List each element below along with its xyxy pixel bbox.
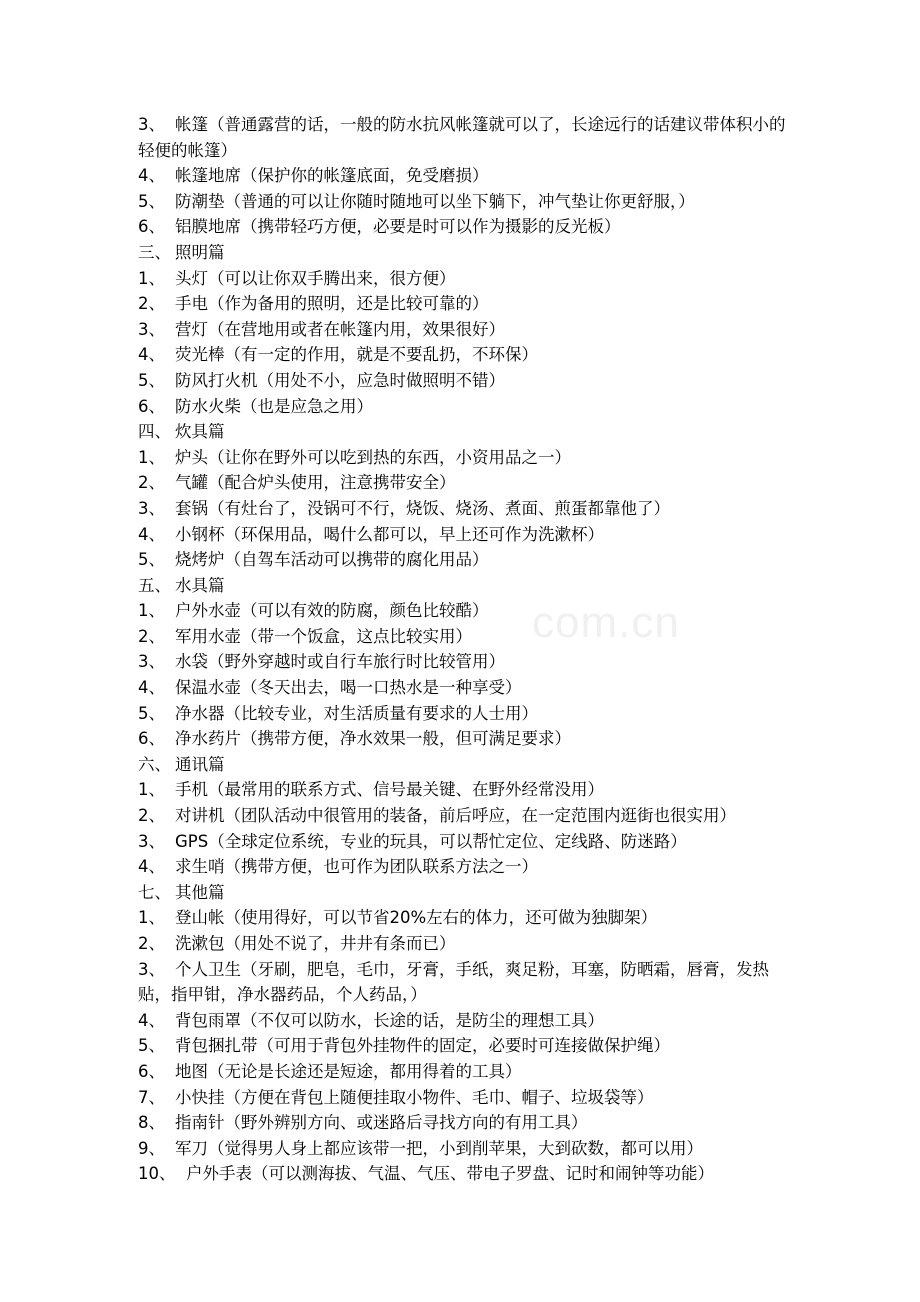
list-item <box>138 905 798 931</box>
list-item <box>138 777 798 803</box>
item-number: 6、 <box>138 396 165 416</box>
item-number: 7、 <box>138 1087 165 1107</box>
section-title: 通讯篇 <box>175 754 225 774</box>
item-number: 1、 <box>138 908 165 928</box>
item-text: 户外手表（可以测海拔、气温、气压、带电子罗盘、记时和闹钟等功能） <box>186 1164 714 1184</box>
item-number: 3、 <box>138 498 165 518</box>
item-number: 5、 <box>138 191 165 211</box>
list-item <box>138 1059 798 1085</box>
list-item <box>138 163 798 189</box>
item-text: 帐篷（普通露营的话，一般的防水抗风帐篷就可以了，长途远行的话建议带体积小的轻便的帐篷） <box>138 115 786 160</box>
item-text: 净水器（比较专业，对生活质量有要求的人士用） <box>175 703 538 723</box>
item-number: 5、 <box>138 370 165 390</box>
list-item <box>138 496 798 522</box>
list-item <box>138 701 798 727</box>
item-text: 小快挂（方便在背包上随便挂取小物件、毛巾、帽子、垃圾袋等） <box>175 1087 654 1107</box>
list-item <box>138 317 798 343</box>
item-number: 6、 <box>138 1061 165 1081</box>
item-number: 2、 <box>138 473 165 493</box>
item-text: 净水药片（携带方便，净水效果一般，但可满足要求） <box>175 729 571 749</box>
item-text: 防水火柴（也是应急之用） <box>175 396 373 416</box>
list-item <box>138 1161 798 1187</box>
list-item <box>138 598 798 624</box>
item-text: 烧烤炉（自驾车活动可以携带的腐化用品） <box>175 550 489 570</box>
item-number: 2、 <box>138 294 165 314</box>
item-text: 套锅（有灶台了，没锅可不行，烧饭、烧汤、煮面、煎蛋都靠他了） <box>175 498 670 518</box>
item-text: 小钢杯（环保用品，喝什么都可以，早上还可作为洗漱杯） <box>175 524 604 544</box>
item-number: 6、 <box>138 217 165 237</box>
item-text: GPS（全球定位系统，专业的玩具，可以帮忙定位、定线路、防迷路） <box>175 831 687 851</box>
item-text: 户外水壶（可以有效的防腐，颜色比较酷） <box>175 601 489 621</box>
list-item <box>138 522 798 548</box>
section-heading <box>138 752 798 778</box>
section-number: 六、 <box>138 754 171 774</box>
item-text: 背包捆扎带（可用于背包外挂物件的固定，必要时可连接做保护绳） <box>175 1036 670 1056</box>
section-number: 四、 <box>138 422 171 442</box>
item-number: 2、 <box>138 934 165 953</box>
item-text: 营灯（在营地用或者在帐篷内用，效果很好） <box>175 319 505 339</box>
item-number: 3、 <box>138 115 165 134</box>
item-number: 10、 <box>138 1164 176 1184</box>
list-item <box>138 1110 798 1136</box>
item-text: 帐篷地席（保护你的帐篷底面，免受磨损） <box>175 166 489 186</box>
item-text: 防风打火机（用处不小，应急时做照明不错） <box>175 370 505 390</box>
section-number: 五、 <box>138 575 171 595</box>
list-item <box>138 957 798 1008</box>
list-item <box>138 291 798 317</box>
item-text: 地图（无论是长途还是短途，都用得着的工具） <box>175 1061 522 1081</box>
list-item <box>138 1136 798 1162</box>
item-number: 5、 <box>138 703 165 723</box>
list-item <box>138 547 798 573</box>
item-number: 2、 <box>138 626 165 646</box>
list-item <box>138 803 798 829</box>
item-text: 洗漱包（用处不说了，井井有条而已） <box>175 934 456 953</box>
item-text: 防潮垫（普通的可以让你随时随地可以坐下躺下，冲气垫让你更舒服，） <box>175 191 695 211</box>
list-item <box>138 931 798 957</box>
item-number: 4、 <box>138 857 165 877</box>
list-item <box>138 266 798 292</box>
item-text: 对讲机（团队活动中很管用的装备，前后呼应，在一定范围内逛街也很实用） <box>175 806 736 826</box>
item-text: 铝膜地席（携带轻巧方便，必要是时可以作为摄影的反光板） <box>175 217 621 237</box>
item-text: 手机（最常用的联系方式、信号最关键、在野外经常没用） <box>175 780 604 800</box>
list-item <box>138 624 798 650</box>
section-title: 水具篇 <box>175 575 225 595</box>
section-title: 照明篇 <box>175 242 225 262</box>
item-text: 求生哨（携带方便，也可作为团队联系方法之一） <box>175 857 538 877</box>
item-number: 4、 <box>138 524 165 544</box>
item-text: 背包雨罩（不仅可以防水，长途的话，是防尘的理想工具） <box>175 1010 604 1030</box>
section-title: 其他篇 <box>175 882 225 902</box>
list-item <box>138 675 798 701</box>
list-item <box>138 394 798 420</box>
item-text: 指南针（野外辨别方向、或迷路后寻找方向的有用工具） <box>175 1113 588 1133</box>
watermark: com.cn <box>532 598 680 647</box>
item-number: 1、 <box>138 447 165 467</box>
item-number: 4、 <box>138 1010 165 1030</box>
item-number: 6、 <box>138 729 165 749</box>
item-number: 4、 <box>138 166 165 186</box>
item-text: 保温水壶（冬天出去，喝一口热水是一种享受） <box>175 678 522 698</box>
item-text: 炉头（让你在野外可以吃到热的东西，小资用品之一） <box>175 447 571 467</box>
item-number: 9、 <box>138 1138 165 1158</box>
item-number: 3、 <box>138 959 165 979</box>
item-text: 军刀（觉得男人身上都应该带一把，小到削苹果，大到砍数，都可以用） <box>175 1138 703 1158</box>
list-item <box>138 189 798 215</box>
item-number: 3、 <box>138 319 165 339</box>
item-number: 8、 <box>138 1113 165 1133</box>
section-number: 三、 <box>138 242 171 262</box>
item-text: 登山帐（使用得好，可以节省20%左右的体力，还可做为独脚架） <box>175 908 658 928</box>
item-number: 4、 <box>138 678 165 698</box>
list-item <box>138 1085 798 1111</box>
item-number: 5、 <box>138 550 165 570</box>
item-number: 3、 <box>138 831 165 851</box>
item-text: 军用水壶（带一个饭盒，这点比较实用） <box>175 626 472 646</box>
item-number: 2、 <box>138 806 165 826</box>
item-text: 水袋（野外穿越时或自行车旅行时比较管用） <box>175 652 505 672</box>
item-text: 个人卫生（牙刷，肥皂，毛巾，牙膏，手纸，爽足粉，耳塞，防晒霜，唇膏，发热贴，指甲钳，净水器药品，个人药品，） <box>138 959 769 1005</box>
item-text: 手电（作为备用的照明，还是比较可靠的） <box>175 294 489 314</box>
item-number: 1、 <box>138 601 165 621</box>
item-number: 1、 <box>138 780 165 800</box>
list-item <box>138 112 798 163</box>
list-item <box>138 1008 798 1034</box>
list-item <box>138 1033 798 1059</box>
list-item <box>138 342 798 368</box>
item-number: 4、 <box>138 345 165 365</box>
section-heading <box>138 240 798 266</box>
section-heading <box>138 573 798 599</box>
list-item <box>138 649 798 675</box>
item-text: 荧光棒（有一定的作用，就是不要乱扔，不环保） <box>175 345 538 365</box>
list-item <box>138 726 798 752</box>
section-heading <box>138 419 798 445</box>
list-item <box>138 368 798 394</box>
list-item <box>138 829 798 855</box>
section-title: 炊具篇 <box>175 422 225 442</box>
section-heading <box>138 880 798 906</box>
item-number: 5、 <box>138 1036 165 1056</box>
document-body <box>138 112 798 1187</box>
list-item <box>138 470 798 496</box>
list-item <box>138 854 798 880</box>
item-text: 气罐（配合炉头使用，注意携带安全） <box>175 473 456 493</box>
item-number: 1、 <box>138 268 165 288</box>
item-text: 头灯（可以让你双手腾出来，很方便） <box>175 268 456 288</box>
section-number: 七、 <box>138 882 171 902</box>
item-number: 3、 <box>138 652 165 672</box>
list-item <box>138 445 798 471</box>
list-item <box>138 214 798 240</box>
